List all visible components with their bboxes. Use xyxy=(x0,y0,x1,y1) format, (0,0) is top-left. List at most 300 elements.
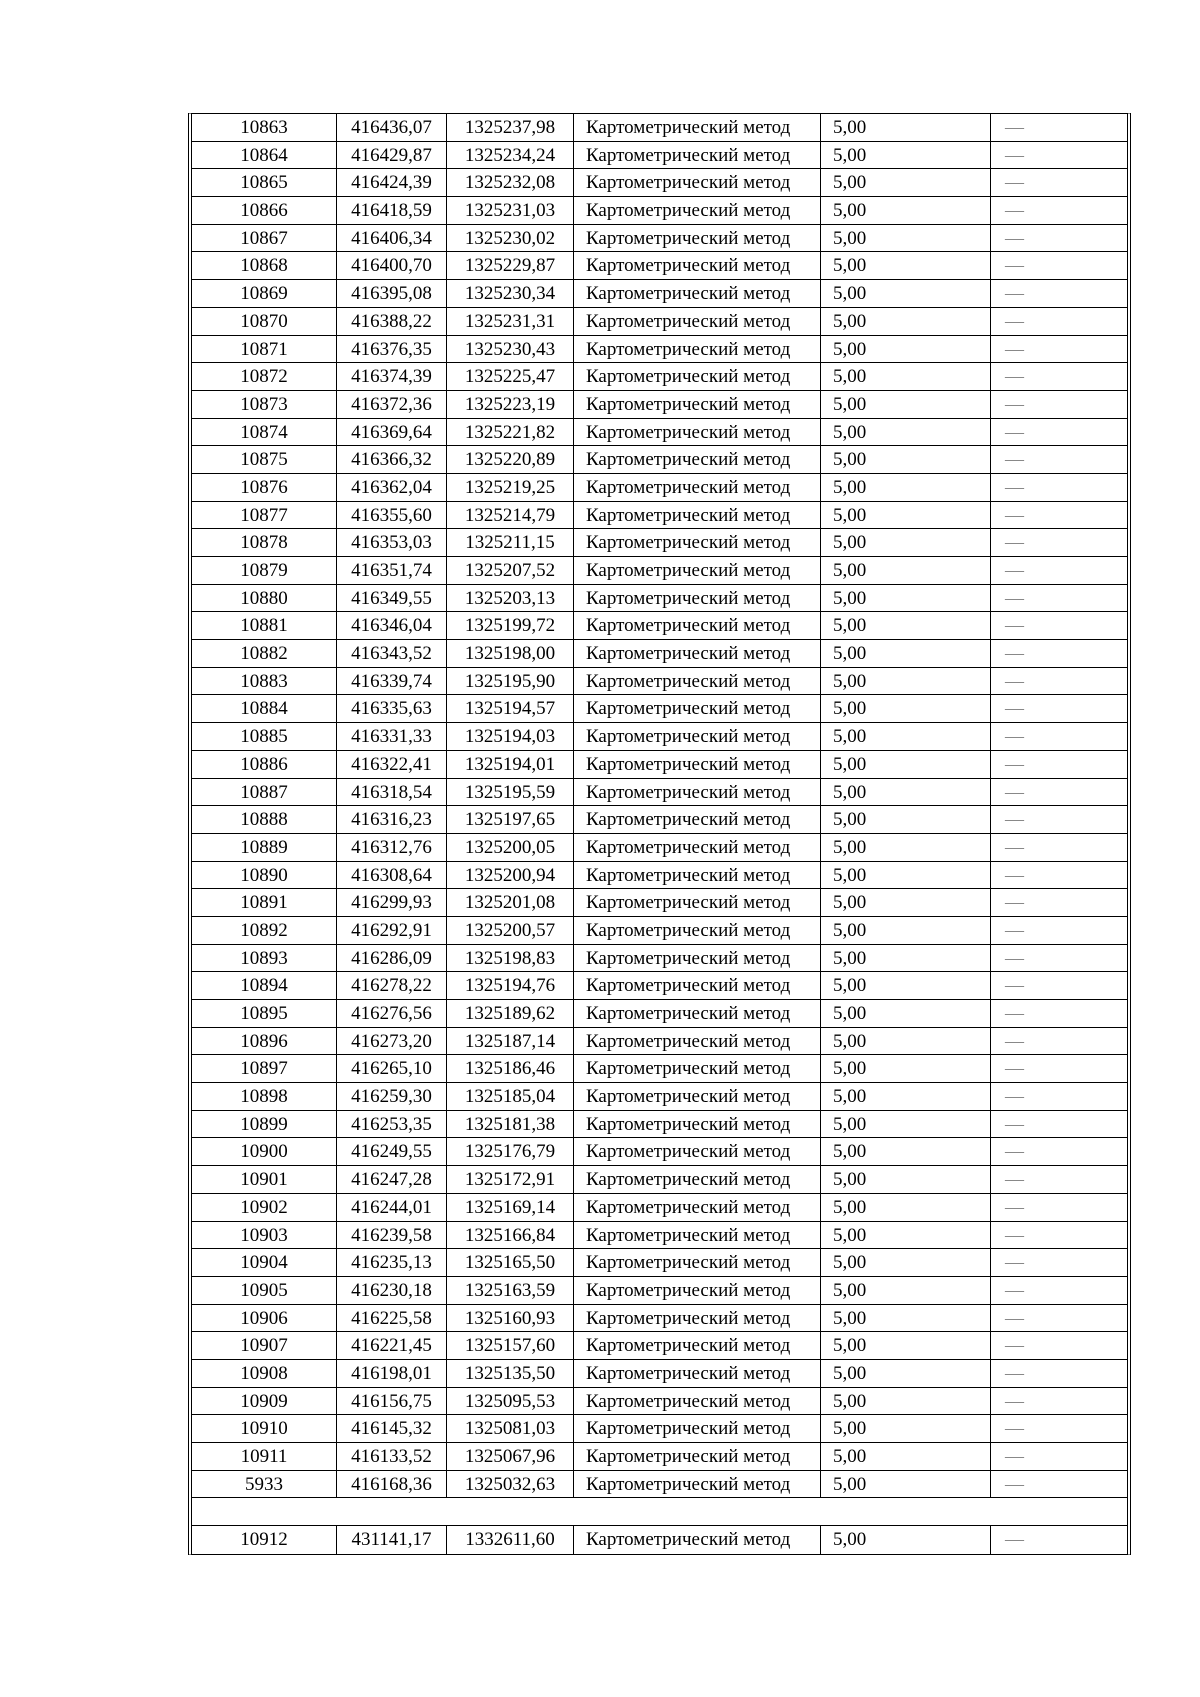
point-number-cell: 10893 xyxy=(192,945,337,972)
point-number-cell: 10870 xyxy=(192,308,337,335)
method-cell: Картометрический метод xyxy=(574,612,821,639)
accuracy-cell: 5,00 xyxy=(821,723,991,750)
x-coordinate-cell: 416346,04 xyxy=(337,612,447,639)
x-coordinate-cell: 416351,74 xyxy=(337,557,447,584)
x-coordinate-cell: 416156,75 xyxy=(337,1388,447,1415)
accuracy-cell: 5,00 xyxy=(821,1332,991,1359)
point-number-cell: 10887 xyxy=(192,779,337,806)
point-number-cell: 10892 xyxy=(192,917,337,944)
method-cell: Картометрический метод xyxy=(574,668,821,695)
accuracy-cell: 5,00 xyxy=(821,1222,991,1249)
y-coordinate-cell: 1325198,83 xyxy=(447,945,574,972)
method-cell: Картометрический метод xyxy=(574,1000,821,1027)
accuracy-cell: 5,00 xyxy=(821,862,991,889)
note-cell: — xyxy=(1005,698,1024,720)
method-cell: Картометрический метод xyxy=(574,806,821,833)
x-coordinate-cell: 416318,54 xyxy=(337,779,447,806)
accuracy-cell: 5,00 xyxy=(821,1249,991,1276)
y-coordinate-cell: 1325198,00 xyxy=(447,640,574,667)
point-number-cell: 10898 xyxy=(192,1083,337,1110)
method-cell: Картометрический метод xyxy=(574,1277,821,1304)
method-cell: Картометрический метод xyxy=(574,1415,821,1442)
accuracy-cell: 5,00 xyxy=(821,1111,991,1138)
note-cell: — xyxy=(1005,1113,1024,1135)
table-row xyxy=(192,446,1127,474)
method-cell: Картометрический метод xyxy=(574,723,821,750)
accuracy-cell: 5,00 xyxy=(821,1000,991,1027)
note-cell: — xyxy=(1005,532,1024,554)
method-cell: Картометрический метод xyxy=(574,1249,821,1276)
table-row xyxy=(192,862,1127,890)
table-row xyxy=(192,557,1127,585)
y-coordinate-cell: 1325232,08 xyxy=(447,169,574,196)
point-number-cell: 10874 xyxy=(192,419,337,446)
y-coordinate-cell: 1325230,02 xyxy=(447,225,574,252)
x-coordinate-cell: 416369,64 xyxy=(337,419,447,446)
table-row xyxy=(192,169,1127,197)
table-row xyxy=(192,252,1127,280)
table-row xyxy=(192,474,1127,502)
accuracy-cell: 5,00 xyxy=(821,169,991,196)
method-cell: Картометрический метод xyxy=(574,972,821,999)
table-row xyxy=(192,142,1127,170)
point-number-cell: 10896 xyxy=(192,1028,337,1055)
x-coordinate-cell: 416198,01 xyxy=(337,1360,447,1387)
table-row xyxy=(192,806,1127,834)
method-cell: Картометрический метод xyxy=(574,114,821,141)
method-cell: Картометрический метод xyxy=(574,1083,821,1110)
point-number-cell: 5933 xyxy=(192,1471,337,1498)
accuracy-cell: 5,00 xyxy=(821,474,991,501)
method-cell: Картометрический метод xyxy=(574,1305,821,1332)
x-coordinate-cell: 416406,34 xyxy=(337,225,447,252)
point-number-cell: 10901 xyxy=(192,1166,337,1193)
y-coordinate-cell: 1325223,19 xyxy=(447,391,574,418)
point-number-cell: 10878 xyxy=(192,529,337,556)
accuracy-cell: 5,00 xyxy=(821,419,991,446)
point-number-cell: 10888 xyxy=(192,806,337,833)
y-coordinate-cell: 1325211,15 xyxy=(447,529,574,556)
x-coordinate-cell: 416286,09 xyxy=(337,945,447,972)
table-row xyxy=(192,668,1127,696)
note-cell: — xyxy=(1005,643,1024,665)
x-coordinate-cell: 416292,91 xyxy=(337,917,447,944)
table-row xyxy=(192,1360,1127,1388)
note-cell: — xyxy=(1005,587,1024,609)
y-coordinate-cell: 1325081,03 xyxy=(447,1415,574,1442)
table-row xyxy=(192,1166,1127,1194)
table-row xyxy=(192,197,1127,225)
table-row xyxy=(192,363,1127,391)
x-coordinate-cell: 416366,32 xyxy=(337,446,447,473)
x-coordinate-cell: 416343,52 xyxy=(337,640,447,667)
point-number-cell: 10904 xyxy=(192,1249,337,1276)
x-coordinate-cell: 416253,35 xyxy=(337,1111,447,1138)
method-cell: Картометрический метод xyxy=(574,889,821,916)
y-coordinate-cell: 1325095,53 xyxy=(447,1388,574,1415)
point-number-cell: 10872 xyxy=(192,363,337,390)
x-coordinate-cell: 416133,52 xyxy=(337,1443,447,1470)
y-coordinate-cell: 1325194,03 xyxy=(447,723,574,750)
point-number-cell: 10881 xyxy=(192,612,337,639)
point-number-cell: 10863 xyxy=(192,114,337,141)
y-coordinate-cell: 1332611,60 xyxy=(447,1526,574,1554)
note-cell: — xyxy=(1005,726,1024,748)
method-cell: Картометрический метод xyxy=(574,1332,821,1359)
spacer-row xyxy=(192,1498,1127,1526)
method-cell: Картометрический метод xyxy=(574,1028,821,1055)
table-row xyxy=(192,391,1127,419)
accuracy-cell: 5,00 xyxy=(821,557,991,584)
table-row xyxy=(192,419,1127,447)
y-coordinate-cell: 1325157,60 xyxy=(447,1332,574,1359)
x-coordinate-cell: 416239,58 xyxy=(337,1222,447,1249)
table-row xyxy=(192,1332,1127,1360)
point-number-cell: 10879 xyxy=(192,557,337,584)
method-cell: Картометрический метод xyxy=(574,1360,821,1387)
accuracy-cell: 5,00 xyxy=(821,1194,991,1221)
note-cell: — xyxy=(1005,1473,1024,1495)
y-coordinate-cell: 1325160,93 xyxy=(447,1305,574,1332)
x-coordinate-cell: 416249,55 xyxy=(337,1138,447,1165)
x-coordinate-cell: 416395,08 xyxy=(337,280,447,307)
note-cell: — xyxy=(1005,504,1024,526)
method-cell: Картометрический метод xyxy=(574,917,821,944)
table-row xyxy=(192,1222,1127,1250)
y-coordinate-cell: 1325199,72 xyxy=(447,612,574,639)
table-row xyxy=(192,1443,1127,1471)
point-number-cell: 10868 xyxy=(192,252,337,279)
note-cell: — xyxy=(1005,476,1024,498)
point-number-cell: 10866 xyxy=(192,197,337,224)
x-coordinate-cell: 416349,55 xyxy=(337,585,447,612)
table-row xyxy=(192,114,1127,142)
point-number-cell: 10882 xyxy=(192,640,337,667)
point-number-cell: 10891 xyxy=(192,889,337,916)
table-row xyxy=(192,1415,1127,1443)
y-coordinate-cell: 1325225,47 xyxy=(447,363,574,390)
note-cell: — xyxy=(1005,1058,1024,1080)
accuracy-cell: 5,00 xyxy=(821,197,991,224)
accuracy-cell: 5,00 xyxy=(821,114,991,141)
accuracy-cell: 5,00 xyxy=(821,1277,991,1304)
table-row xyxy=(192,1249,1127,1277)
note-cell: — xyxy=(1005,1224,1024,1246)
table-row xyxy=(192,1194,1127,1222)
point-number-cell: 10869 xyxy=(192,280,337,307)
accuracy-cell: 5,00 xyxy=(821,1471,991,1498)
note-cell: — xyxy=(1005,144,1024,166)
y-coordinate-cell: 1325197,65 xyxy=(447,806,574,833)
y-coordinate-cell: 1325172,91 xyxy=(447,1166,574,1193)
note-cell: — xyxy=(1005,1030,1024,1052)
table-row xyxy=(192,640,1127,668)
x-coordinate-cell: 416230,18 xyxy=(337,1277,447,1304)
x-coordinate-cell: 416436,07 xyxy=(337,114,447,141)
x-coordinate-cell: 416331,33 xyxy=(337,723,447,750)
y-coordinate-cell: 1325169,14 xyxy=(447,1194,574,1221)
note-cell: — xyxy=(1005,1529,1024,1551)
x-coordinate-cell: 416273,20 xyxy=(337,1028,447,1055)
method-cell: Картометрический метод xyxy=(574,252,821,279)
point-number-cell: 10907 xyxy=(192,1332,337,1359)
method-cell: Картометрический метод xyxy=(574,1055,821,1082)
table-row xyxy=(192,1277,1127,1305)
note-cell: — xyxy=(1005,1086,1024,1108)
table-row xyxy=(192,723,1127,751)
accuracy-cell: 5,00 xyxy=(821,695,991,722)
point-number-cell: 10910 xyxy=(192,1415,337,1442)
table-row xyxy=(192,280,1127,308)
note-cell: — xyxy=(1005,1362,1024,1384)
method-cell: Картометрический метод xyxy=(574,945,821,972)
note-cell: — xyxy=(1005,338,1024,360)
point-number-cell: 10867 xyxy=(192,225,337,252)
table-row xyxy=(192,972,1127,1000)
note-cell: — xyxy=(1005,1252,1024,1274)
point-number-cell: 10894 xyxy=(192,972,337,999)
table-row xyxy=(192,1028,1127,1056)
note-cell: — xyxy=(1005,449,1024,471)
table-row xyxy=(192,1526,1127,1554)
accuracy-cell: 5,00 xyxy=(821,225,991,252)
y-coordinate-cell: 1325237,98 xyxy=(447,114,574,141)
accuracy-cell: 5,00 xyxy=(821,972,991,999)
table-row xyxy=(192,1305,1127,1333)
method-cell: Картометрический метод xyxy=(574,1443,821,1470)
point-number-cell: 10886 xyxy=(192,751,337,778)
note-cell: — xyxy=(1005,1335,1024,1357)
note-cell: — xyxy=(1005,975,1024,997)
y-coordinate-cell: 1325032,63 xyxy=(447,1471,574,1498)
note-cell: — xyxy=(1005,1418,1024,1440)
accuracy-cell: 5,00 xyxy=(821,612,991,639)
x-coordinate-cell: 416308,64 xyxy=(337,862,447,889)
note-cell: — xyxy=(1005,172,1024,194)
method-cell: Картометрический метод xyxy=(574,308,821,335)
method-cell: Картометрический метод xyxy=(574,529,821,556)
y-coordinate-cell: 1325176,79 xyxy=(447,1138,574,1165)
x-coordinate-cell: 416355,60 xyxy=(337,502,447,529)
point-number-cell: 10902 xyxy=(192,1194,337,1221)
accuracy-cell: 5,00 xyxy=(821,834,991,861)
y-coordinate-cell: 1325194,01 xyxy=(447,751,574,778)
y-coordinate-cell: 1325165,50 xyxy=(447,1249,574,1276)
point-number-cell: 10895 xyxy=(192,1000,337,1027)
y-coordinate-cell: 1325203,13 xyxy=(447,585,574,612)
method-cell: Картометрический метод xyxy=(574,1111,821,1138)
method-cell: Картометрический метод xyxy=(574,834,821,861)
accuracy-cell: 5,00 xyxy=(821,889,991,916)
x-coordinate-cell: 416221,45 xyxy=(337,1332,447,1359)
y-coordinate-cell: 1325219,25 xyxy=(447,474,574,501)
accuracy-cell: 5,00 xyxy=(821,529,991,556)
x-coordinate-cell: 416353,03 xyxy=(337,529,447,556)
table-row xyxy=(192,695,1127,723)
accuracy-cell: 5,00 xyxy=(821,336,991,363)
accuracy-cell: 5,00 xyxy=(821,1415,991,1442)
method-cell: Картометрический метод xyxy=(574,779,821,806)
y-coordinate-cell: 1325231,31 xyxy=(447,308,574,335)
table-row xyxy=(192,529,1127,557)
note-cell: — xyxy=(1005,615,1024,637)
table-row xyxy=(192,889,1127,917)
method-cell: Картометрический метод xyxy=(574,197,821,224)
accuracy-cell: 5,00 xyxy=(821,280,991,307)
x-coordinate-cell: 416376,35 xyxy=(337,336,447,363)
x-coordinate-cell: 416372,36 xyxy=(337,391,447,418)
point-number-cell: 10897 xyxy=(192,1055,337,1082)
accuracy-cell: 5,00 xyxy=(821,1443,991,1470)
y-coordinate-cell: 1325230,43 xyxy=(447,336,574,363)
method-cell: Картометрический метод xyxy=(574,391,821,418)
point-number-cell: 10900 xyxy=(192,1138,337,1165)
method-cell: Картометрический метод xyxy=(574,446,821,473)
accuracy-cell: 5,00 xyxy=(821,252,991,279)
table-row xyxy=(192,779,1127,807)
accuracy-cell: 5,00 xyxy=(821,502,991,529)
point-number-cell: 10912 xyxy=(192,1526,337,1554)
accuracy-cell: 5,00 xyxy=(821,1388,991,1415)
accuracy-cell: 5,00 xyxy=(821,1305,991,1332)
note-cell: — xyxy=(1005,809,1024,831)
table-row xyxy=(192,945,1127,973)
x-coordinate-cell: 416247,28 xyxy=(337,1166,447,1193)
accuracy-cell: 5,00 xyxy=(821,1526,991,1554)
spacer-cell xyxy=(192,1498,1127,1525)
y-coordinate-cell: 1325200,05 xyxy=(447,834,574,861)
table-row xyxy=(192,1138,1127,1166)
point-number-cell: 10905 xyxy=(192,1277,337,1304)
table-row xyxy=(192,502,1127,530)
note-cell: — xyxy=(1005,1141,1024,1163)
x-coordinate-cell: 416374,39 xyxy=(337,363,447,390)
method-cell: Картометрический метод xyxy=(574,336,821,363)
table-row xyxy=(192,917,1127,945)
method-cell: Картометрический метод xyxy=(574,474,821,501)
y-coordinate-cell: 1325181,38 xyxy=(447,1111,574,1138)
method-cell: Картометрический метод xyxy=(574,142,821,169)
method-cell: Картометрический метод xyxy=(574,1526,821,1554)
point-number-cell: 10873 xyxy=(192,391,337,418)
method-cell: Картометрический метод xyxy=(574,1166,821,1193)
note-cell: — xyxy=(1005,255,1024,277)
accuracy-cell: 5,00 xyxy=(821,751,991,778)
table-row xyxy=(192,225,1127,253)
accuracy-cell: 5,00 xyxy=(821,945,991,972)
note-cell: — xyxy=(1005,393,1024,415)
y-coordinate-cell: 1325214,79 xyxy=(447,502,574,529)
note-cell: — xyxy=(1005,1446,1024,1467)
table-row xyxy=(192,1111,1127,1139)
table-row xyxy=(192,1000,1127,1028)
method-cell: Картометрический метод xyxy=(574,225,821,252)
accuracy-cell: 5,00 xyxy=(821,1055,991,1082)
note-cell: — xyxy=(1005,947,1024,969)
accuracy-cell: 5,00 xyxy=(821,917,991,944)
point-number-cell: 10885 xyxy=(192,723,337,750)
x-coordinate-cell: 416265,10 xyxy=(337,1055,447,1082)
point-number-cell: 10865 xyxy=(192,169,337,196)
point-number-cell: 10908 xyxy=(192,1360,337,1387)
table-row xyxy=(192,751,1127,779)
table-row xyxy=(192,1471,1127,1499)
method-cell: Картометрический метод xyxy=(574,1138,821,1165)
y-coordinate-cell: 1325194,76 xyxy=(447,972,574,999)
note-cell: — xyxy=(1005,200,1024,222)
y-coordinate-cell: 1325194,57 xyxy=(447,695,574,722)
x-coordinate-cell: 416276,56 xyxy=(337,1000,447,1027)
x-coordinate-cell: 416418,59 xyxy=(337,197,447,224)
accuracy-cell: 5,00 xyxy=(821,585,991,612)
x-coordinate-cell: 416362,04 xyxy=(337,474,447,501)
x-coordinate-cell: 416424,39 xyxy=(337,169,447,196)
point-number-cell: 10871 xyxy=(192,336,337,363)
x-coordinate-cell: 431141,17 xyxy=(337,1526,447,1554)
x-coordinate-cell: 416400,70 xyxy=(337,252,447,279)
accuracy-cell: 5,00 xyxy=(821,1083,991,1110)
note-cell: — xyxy=(1005,117,1024,138)
note-cell: — xyxy=(1005,1196,1024,1218)
method-cell: Картометрический метод xyxy=(574,640,821,667)
y-coordinate-cell: 1325230,34 xyxy=(447,280,574,307)
point-number-cell: 10875 xyxy=(192,446,337,473)
note-cell: — xyxy=(1005,421,1024,443)
y-coordinate-cell: 1325229,87 xyxy=(447,252,574,279)
point-number-cell: 10909 xyxy=(192,1388,337,1415)
method-cell: Картометрический метод xyxy=(574,585,821,612)
method-cell: Картометрический метод xyxy=(574,419,821,446)
accuracy-cell: 5,00 xyxy=(821,363,991,390)
method-cell: Картометрический метод xyxy=(574,1388,821,1415)
y-coordinate-cell: 1325186,46 xyxy=(447,1055,574,1082)
x-coordinate-cell: 416339,74 xyxy=(337,668,447,695)
table-row xyxy=(192,834,1127,862)
note-cell: — xyxy=(1005,1390,1024,1412)
y-coordinate-cell: 1325221,82 xyxy=(447,419,574,446)
x-coordinate-cell: 416145,32 xyxy=(337,1415,447,1442)
accuracy-cell: 5,00 xyxy=(821,668,991,695)
note-cell: — xyxy=(1005,836,1024,858)
point-number-cell: 10876 xyxy=(192,474,337,501)
method-cell: Картометрический метод xyxy=(574,169,821,196)
x-coordinate-cell: 416278,22 xyxy=(337,972,447,999)
note-cell: — xyxy=(1005,892,1024,914)
method-cell: Картометрический метод xyxy=(574,1471,821,1498)
method-cell: Картометрический метод xyxy=(574,695,821,722)
table-row xyxy=(192,1388,1127,1416)
note-cell: — xyxy=(1005,753,1024,775)
y-coordinate-cell: 1325231,03 xyxy=(447,197,574,224)
y-coordinate-cell: 1325187,14 xyxy=(447,1028,574,1055)
accuracy-cell: 5,00 xyxy=(821,779,991,806)
accuracy-cell: 5,00 xyxy=(821,1028,991,1055)
accuracy-cell: 5,00 xyxy=(821,1166,991,1193)
method-cell: Картометрический метод xyxy=(574,1222,821,1249)
x-coordinate-cell: 416322,41 xyxy=(337,751,447,778)
y-coordinate-cell: 1325185,04 xyxy=(447,1083,574,1110)
x-coordinate-cell: 416299,93 xyxy=(337,889,447,916)
point-number-cell: 10911 xyxy=(192,1443,337,1470)
x-coordinate-cell: 416429,87 xyxy=(337,142,447,169)
point-number-cell: 10877 xyxy=(192,502,337,529)
coordinates-table xyxy=(188,113,1131,1555)
x-coordinate-cell: 416316,23 xyxy=(337,806,447,833)
y-coordinate-cell: 1325135,50 xyxy=(447,1360,574,1387)
note-cell: — xyxy=(1005,781,1024,803)
note-cell: — xyxy=(1005,864,1024,886)
y-coordinate-cell: 1325200,57 xyxy=(447,917,574,944)
